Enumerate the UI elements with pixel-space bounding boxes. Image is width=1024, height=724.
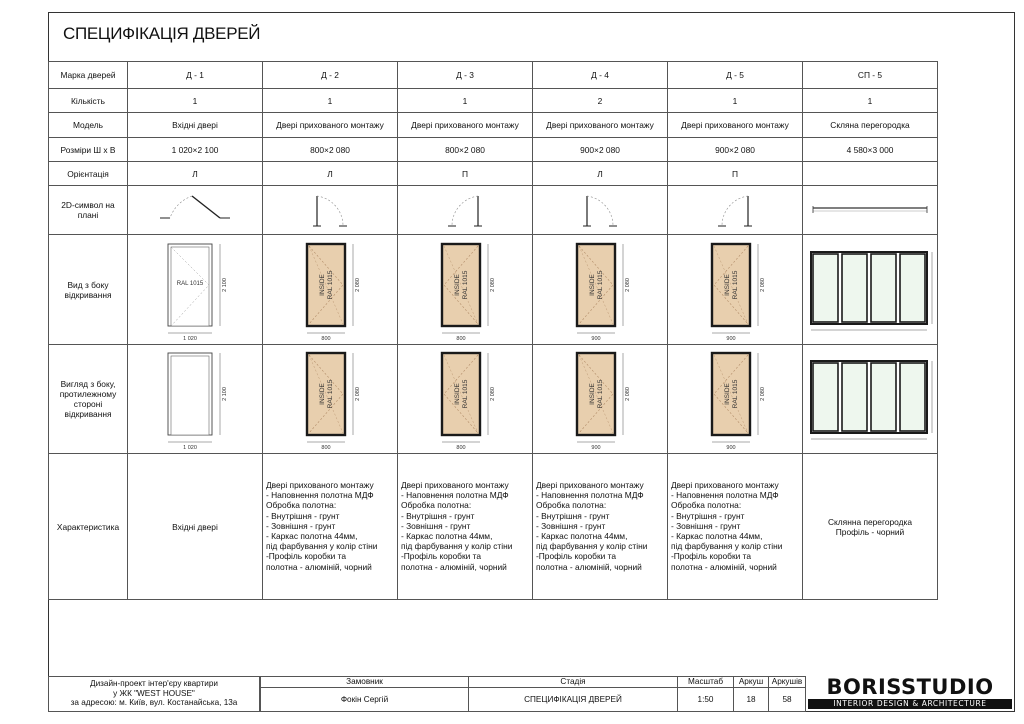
row-view-opposite — [49, 345, 938, 454]
svg-text:INSIDE: INSIDE — [319, 273, 326, 296]
mark-cell-3: Д - 3 — [398, 62, 533, 89]
svg-text:RAL 1015: RAL 1015 — [176, 280, 204, 287]
door-elevation-opposite-6 — [805, 347, 935, 451]
door-elevation-open-1 — [130, 238, 260, 342]
label-qty: Кількість — [49, 89, 128, 113]
svg-text:900: 900 — [591, 445, 601, 451]
qty-cell-3: 1 — [398, 89, 533, 113]
studio-logo: BORISSTUDIO — [826, 675, 994, 699]
svg-text:800: 800 — [456, 335, 466, 342]
label-view-opposite: Вигляд з боку, протилежному стороні відкривання — [49, 345, 128, 454]
door-plan-symbol-3 — [400, 188, 530, 232]
door-plan-symbol-6 — [805, 188, 935, 232]
door-elevation-open-4 — [535, 238, 665, 342]
row-orient — [49, 162, 938, 186]
svg-text:INSIDE: INSIDE — [319, 383, 326, 405]
model-cell-5: Двері прихованого монтажу — [668, 113, 803, 138]
svg-text:2 080: 2 080 — [490, 387, 496, 401]
project-line-2: у ЖК "WEST HOUSE" — [113, 688, 195, 698]
svg-text:900: 900 — [726, 445, 736, 451]
size-cell-6: 4 580×3 000 — [803, 138, 938, 162]
row-symbol — [49, 186, 938, 235]
svg-text:900: 900 — [726, 335, 736, 342]
svg-text:RAL 1015: RAL 1015 — [462, 379, 469, 409]
sheet-value: 18 — [733, 687, 769, 712]
orient-cell-5: П — [668, 162, 803, 186]
orient-cell-6 — [803, 162, 938, 186]
characteristics-cell-4: Двері прихованого монтажу - Наповнення полотна МДФ Обробка полотна: - Внутрішня - грунт - Зовнішня - грунт - Каркас полотна 44мм, під фарбування у колір стіни -Профіль коробки та полотна - алюміній, чорний — [533, 454, 668, 600]
door-elevation-opposite-3 — [400, 347, 530, 451]
qty-cell-6: 1 — [803, 89, 938, 113]
svg-text:INSIDE: INSIDE — [724, 273, 731, 296]
label-model: Модель — [49, 113, 128, 138]
qty-cell-2: 1 — [263, 89, 398, 113]
page-title: СПЕЦИФІКАЦІЯ ДВЕРЕЙ — [63, 24, 261, 43]
label-mark: Марка дверей — [49, 62, 128, 89]
studio-logo-subtitle: INTERIOR DESIGN & ARCHITECTURE — [808, 699, 1012, 709]
sheet-label: Аркуш — [733, 676, 769, 688]
view-opposite-cell-4 — [533, 345, 668, 454]
qty-cell-5: 1 — [668, 89, 803, 113]
project-line-3: за адресою: м. Київ, вул. Костанайська, 13а — [70, 698, 238, 707]
row-chars — [49, 454, 938, 600]
svg-text:2 080: 2 080 — [355, 277, 361, 292]
view-opposite-cell-2 — [263, 345, 398, 454]
mark-cell-5: Д - 5 — [668, 62, 803, 89]
svg-text:2 080: 2 080 — [760, 277, 766, 292]
door-elevation-opposite-2 — [265, 347, 395, 451]
view-opposite-cell-3 — [398, 345, 533, 454]
svg-text:2 080: 2 080 — [760, 387, 766, 401]
characteristics-cell-1: Вхідні двері — [128, 454, 263, 600]
mark-cell-4: Д - 4 — [533, 62, 668, 89]
size-cell-5: 900×2 080 — [668, 138, 803, 162]
orient-cell-3: П — [398, 162, 533, 186]
mark-cell-1: Д - 1 — [128, 62, 263, 89]
symbol-cell-3 — [398, 186, 533, 235]
door-elevation-open-6 — [805, 238, 935, 342]
characteristics-cell-3: Двері прихованого монтажу - Наповнення полотна МДФ Обробка полотна: - Внутрішня - грунт - Зовнішня - грунт - Каркас полотна 44мм, під фарбування у колір стіни -Профіль коробки та полотна - алюміній, чорний — [398, 454, 533, 600]
row-model — [49, 113, 938, 138]
row-mark — [49, 62, 938, 89]
model-cell-6: Скляна перегородка — [803, 113, 938, 138]
stage-value: СПЕЦИФІКАЦІЯ ДВЕРЕЙ — [468, 687, 678, 712]
view-opposite-cell-6 — [803, 345, 938, 454]
orient-cell-2: Л — [263, 162, 398, 186]
svg-text:RAL 1015: RAL 1015 — [597, 379, 604, 409]
client-name: Фокін Сергій — [260, 687, 469, 712]
row-qty — [49, 89, 938, 113]
svg-text:RAL 1015: RAL 1015 — [327, 379, 334, 409]
svg-text:INSIDE: INSIDE — [724, 383, 731, 405]
door-elevation-opposite-1 — [130, 347, 260, 451]
svg-text:2 080: 2 080 — [625, 387, 631, 401]
svg-text:RAL 1015: RAL 1015 — [462, 270, 469, 299]
svg-text:RAL 1015: RAL 1015 — [327, 270, 334, 299]
client-label: Замовник — [260, 676, 469, 688]
svg-text:INSIDE: INSIDE — [454, 383, 461, 405]
svg-text:INSIDE: INSIDE — [589, 383, 596, 405]
label-symbol: 2D-символ на плані — [49, 186, 128, 235]
characteristics-cell-6: Склянна перегородка Профіль - чорний — [803, 454, 938, 600]
symbol-cell-4 — [533, 186, 668, 235]
door-elevation-open-2 — [265, 238, 395, 342]
sheets-value: 58 — [768, 687, 806, 712]
svg-text:2 100: 2 100 — [222, 277, 228, 292]
svg-text:2 080: 2 080 — [625, 277, 631, 292]
project-line-1: Дизайн-проект інтер'єру квартири — [90, 679, 218, 688]
svg-text:800: 800 — [321, 445, 331, 451]
symbol-cell-1 — [128, 186, 263, 235]
label-view-open: Вид з боку відкривання — [49, 235, 128, 345]
svg-text:900: 900 — [591, 335, 601, 342]
view-opposite-cell-1 — [128, 345, 263, 454]
view-open-cell-3 — [398, 235, 533, 345]
size-cell-2: 800×2 080 — [263, 138, 398, 162]
door-elevation-opposite-5 — [670, 347, 800, 451]
svg-text:2 080: 2 080 — [355, 387, 361, 401]
orient-cell-1: Л — [128, 162, 263, 186]
door-plan-symbol-1 — [130, 188, 260, 232]
view-open-cell-5 — [668, 235, 803, 345]
model-cell-1: Вхідні двері — [128, 113, 263, 138]
size-cell-3: 800×2 080 — [398, 138, 533, 162]
model-cell-4: Двері прихованого монтажу — [533, 113, 668, 138]
door-plan-symbol-4 — [535, 188, 665, 232]
view-open-cell-2 — [263, 235, 398, 345]
door-specification-table — [48, 61, 938, 600]
view-open-cell-6 — [803, 235, 938, 345]
svg-text:RAL 1015: RAL 1015 — [732, 379, 739, 409]
row-view-open — [49, 235, 938, 345]
door-elevation-opposite-4 — [535, 347, 665, 451]
qty-cell-1: 1 — [128, 89, 263, 113]
project-info-cell — [48, 676, 260, 712]
stage-label: Стадія — [468, 676, 678, 688]
size-cell-4: 900×2 080 — [533, 138, 668, 162]
characteristics-cell-5: Двері прихованого монтажу - Наповнення полотна МДФ Обробка полотна: - Внутрішня - грунт - Зовнішня - грунт - Каркас полотна 44мм, під фарбування у колір стіни -Профіль коробки та полотна - алюміній, чорний — [668, 454, 803, 600]
svg-text:RAL 1015: RAL 1015 — [597, 270, 604, 299]
svg-text:2 100: 2 100 — [222, 387, 228, 401]
svg-text:1 020: 1 020 — [183, 335, 197, 342]
door-elevation-open-3 — [400, 238, 530, 342]
model-cell-3: Двері прихованого монтажу — [398, 113, 533, 138]
scale-value: 1:50 — [677, 687, 734, 712]
view-open-cell-4 — [533, 235, 668, 345]
label-orient: Орієнтація — [49, 162, 128, 186]
door-plan-symbol-5 — [670, 188, 800, 232]
symbol-cell-5 — [668, 186, 803, 235]
characteristics-cell-2: Двері прихованого монтажу - Наповнення полотна МДФ Обробка полотна: - Внутрішня - грунт - Зовнішня - грунт - Каркас полотна 44мм, під фарбування у колір стіни -Профіль коробки та полотна - алюміній, чорний — [263, 454, 398, 600]
row-size — [49, 138, 938, 162]
door-plan-symbol-2 — [265, 188, 395, 232]
qty-cell-4: 2 — [533, 89, 668, 113]
model-cell-2: Двері прихованого монтажу — [263, 113, 398, 138]
svg-text:INSIDE: INSIDE — [454, 273, 461, 296]
svg-text:1 020: 1 020 — [183, 445, 197, 451]
view-open-cell-1 — [128, 235, 263, 345]
label-chars: Характеристика — [49, 454, 128, 600]
svg-text:RAL 1015: RAL 1015 — [732, 270, 739, 299]
view-opposite-cell-5 — [668, 345, 803, 454]
symbol-cell-2 — [263, 186, 398, 235]
door-elevation-open-5 — [670, 238, 800, 342]
svg-text:INSIDE: INSIDE — [589, 273, 596, 296]
sheets-label: Аркушів — [768, 676, 806, 688]
label-size: Розміри Ш х В — [49, 138, 128, 162]
svg-text:2 080: 2 080 — [490, 277, 496, 292]
orient-cell-4: Л — [533, 162, 668, 186]
symbol-cell-6 — [803, 186, 938, 235]
mark-cell-2: Д - 2 — [263, 62, 398, 89]
size-cell-1: 1 020×2 100 — [128, 138, 263, 162]
svg-text:800: 800 — [321, 335, 331, 342]
scale-label: Масштаб — [677, 676, 734, 688]
mark-cell-6: СП - 5 — [803, 62, 938, 89]
svg-text:800: 800 — [456, 445, 466, 451]
